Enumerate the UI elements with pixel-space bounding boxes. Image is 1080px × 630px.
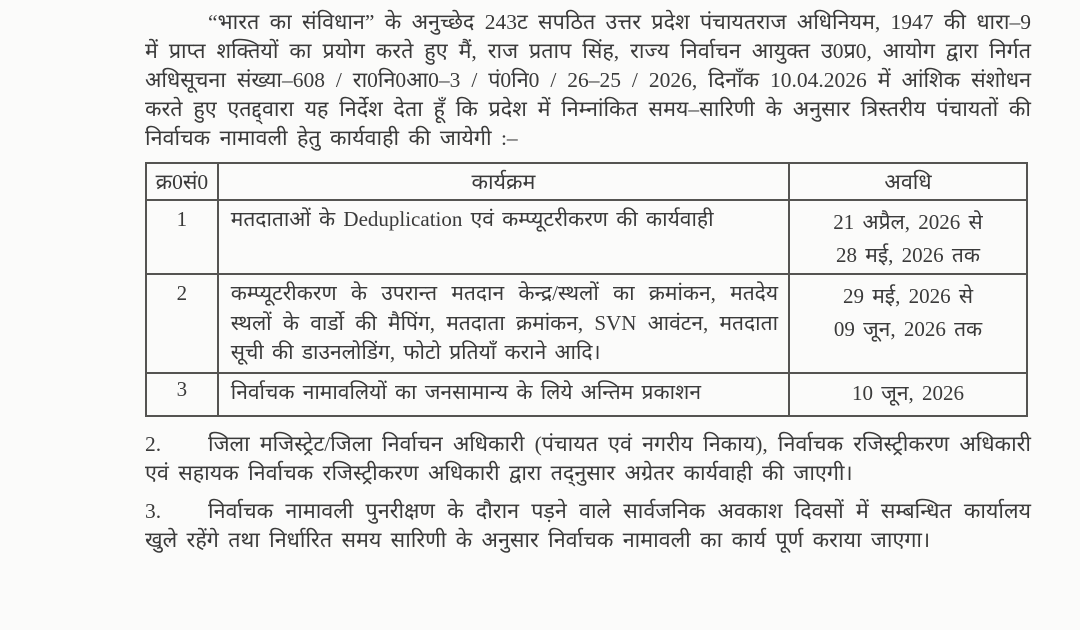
- table-row-1: [146, 200, 1027, 274]
- scanned-document-page: [145, 0, 1031, 630]
- paragraph-number: 3.: [145, 498, 162, 523]
- serial-cell: 2: [146, 274, 218, 373]
- paragraph-number: 2.: [145, 431, 162, 456]
- schedule-header-row: [146, 163, 1027, 200]
- program-cell: निर्वाचक नामावलियों का जनसामान्य के लिये अन्तिम प्रकाशन: [218, 373, 789, 416]
- program-cell: कम्प्यूटरीकरण के उपरान्त मतदान केन्द्र/स्थलों का क्रमांकन, मतदेय स्थलों के वार्डो की मैपिंग, मतदाता क्रमांकन, SVN आवंटन, मतदाता सूची की डाउनलोडिंग, फोटो प्रतियाँ कराने आदि।: [218, 274, 789, 373]
- intro-paragraph: “भारत का संविधान” के अनुच्छेद 243ट सपठित उत्तर प्रदेश पंचायतराज अधिनियम, 1947 की धारा–9 में प्राप्त शक्तियों का प्रयोग करते हुए मैं, राज प्रताप सिंह, राज्य निर्वाचन आयुक्त उ0प्र0, आयोग द्वारा निर्गत अधिसूचना संख्या–608 / रा0नि0आ0–3 / पं0नि0 / 26–25 / 2026, दिनाँक 10.04.2026 में आंशिक संशोधन करते हुए एतद्द्वारा यह निर्देश देता हूँ कि प्रदेश में निम्नांकित समय–सारिणी के अनुसार त्रिस्तरीय पंचायतों की निर्वाचक नामावली हेतु कार्यवाही की जायेगी :–: [145, 10, 1031, 150]
- serial-cell: 3: [146, 373, 218, 416]
- period-line: 10 जून, 2026: [852, 381, 965, 405]
- period-line: 21 अप्रैल, 2026 से: [833, 210, 983, 234]
- schedule-table: [145, 162, 1028, 417]
- col-header-program: कार्यक्रम: [218, 163, 789, 200]
- col-header-period: अवधि: [789, 163, 1027, 200]
- period-line: 28 मई, 2026 तक: [836, 243, 980, 267]
- period-cell: [789, 373, 1027, 416]
- paragraph-3: [145, 497, 1031, 555]
- table-row-2: [146, 274, 1027, 373]
- period-cell: [789, 200, 1027, 274]
- col-header-serial: क्र0सं0: [146, 163, 218, 200]
- paragraph-text: निर्वाचक नामावली पुनरीक्षण के दौरान पड़ने वाले सार्वजनिक अवकाश दिवसों में सम्बन्धित कार्यालय खुले रहेंगे तथा निर्धारित समय सारिणी के अनुसार निर्वाचक नामावली का कार्य पूर्ण कराया जाएगा।: [145, 498, 1031, 552]
- period-line: 29 मई, 2026 से: [842, 284, 974, 308]
- table-row-3: [146, 373, 1027, 416]
- paragraph-text: जिला मजिस्ट्रेट/जिला निर्वाचन अधिकारी (पंचायत एवं नगरीय निकाय), निर्वाचक रजिस्ट्रीकरण अधिकारी एवं सहायक निर्वाचक रजिस्ट्रीकरण अधिकारी द्वारा तद्नुसार अग्रेतर कार्यवाही की जाएगी।: [145, 431, 1031, 485]
- period-line: 09 जून, 2026 तक: [833, 317, 983, 341]
- paragraph-2: [145, 430, 1031, 488]
- program-cell: मतदाताओं के Deduplication एवं कम्प्यूटरीकरण की कार्यवाही: [218, 200, 789, 274]
- period-cell: [789, 274, 1027, 373]
- serial-cell: 1: [146, 200, 218, 274]
